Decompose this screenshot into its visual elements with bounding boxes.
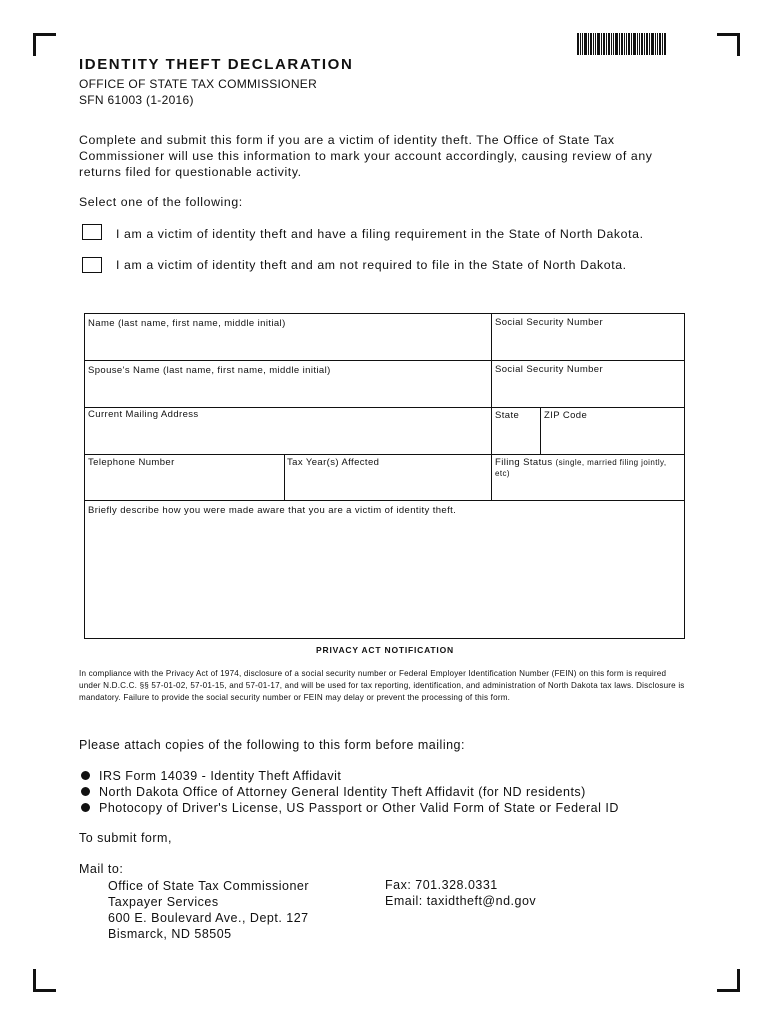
fax-number: Fax: 701.328.0331 (385, 878, 498, 892)
tax-year-label: Tax Year(s) Affected (287, 457, 380, 468)
attachment-text: North Dakota Office of Attorney General Identity Theft Affidavit (for ND residents) (99, 785, 586, 799)
address-line: Taxpayer Services (108, 895, 219, 909)
mailing-address-field[interactable] (85, 408, 490, 454)
state-label: State (495, 410, 520, 421)
tax-year-field[interactable] (285, 455, 490, 500)
option-2-checkbox[interactable] (82, 257, 102, 273)
name-label: Name (last name, first name, middle initial) (88, 318, 286, 329)
mailing-address-label: Current Mailing Address (88, 409, 199, 420)
registration-mark-bottom-left (33, 969, 56, 992)
telephone-field[interactable] (85, 455, 283, 500)
option-1-label: I am a victim of identity theft and have a filing requirement in the State of North Dakota. (116, 227, 644, 241)
list-item (79, 800, 619, 816)
telephone-label: Telephone Number (88, 457, 175, 468)
mail-to-label: Mail to: (79, 862, 124, 876)
filing-status-label (495, 457, 675, 479)
mailing-address-block (108, 878, 309, 942)
office-name: OFFICE OF STATE TAX COMMISSIONER (79, 77, 318, 91)
ssn-label: Social Security Number (495, 317, 604, 328)
email-address: Email: taxidtheft@nd.gov (385, 894, 537, 908)
list-item (79, 768, 619, 784)
intro-text: Complete and submit this form if you are a victim of identity theft. The Office of State Tax Commissioner will use this information to mark your account accordingly, causing review of any returns filed for questionable activity. (79, 133, 653, 179)
attachment-text: Photocopy of Driver's License, US Passport or Other Valid Form of State or Federal ID (99, 801, 619, 815)
privacy-body: In compliance with the Privacy Act of 1974, disclosure of a social security number or Federal Employer Identification Number (FEIN) on this form is required under N.D.C.C. §§ 57-01-02, 57-01-15, and 57-01-17, and will be used for tax reporting, identification, and administration of North Dakota tax laws. Disclosure is mandatory. Failure to provide the social security number or FEIN may delay or prevent the processing of this form. (79, 669, 685, 702)
zip-code-field[interactable] (541, 408, 684, 454)
bullet-icon (81, 803, 90, 812)
spouse-ssn-label: Social Security Number (495, 364, 604, 375)
address-line: 600 E. Boulevard Ave., Dept. 127 (108, 911, 309, 925)
zip-code-label: ZIP Code (544, 410, 588, 421)
submit-heading: To submit form, (79, 831, 172, 845)
privacy-title: PRIVACY ACT NOTIFICATION (316, 645, 454, 655)
spouse-ssn-field[interactable] (492, 361, 684, 407)
registration-mark-top-right (717, 33, 740, 56)
attachment-text: IRS Form 14039 - Identity Theft Affidavit (99, 769, 342, 783)
form-title: IDENTITY THEFT DECLARATION (79, 56, 354, 73)
bullet-icon (81, 787, 90, 796)
option-2-label: I am a victim of identity theft and am not required to file in the State of North Dakota. (116, 258, 627, 272)
description-field[interactable] (85, 501, 684, 638)
description-label: Briefly describe how you were made aware that you are a victim of identity theft. (88, 505, 457, 516)
spouse-name-field[interactable] (85, 361, 490, 407)
attachment-list (79, 768, 619, 816)
ssn-field[interactable] (492, 314, 684, 360)
taxpayer-info-form (84, 313, 685, 639)
spouse-name-label: Spouse's Name (last name, first name, middle initial) (88, 365, 331, 376)
bullet-icon (81, 771, 90, 780)
registration-mark-bottom-right (717, 969, 740, 992)
list-item (79, 784, 619, 800)
barcode (577, 33, 695, 55)
option-1-checkbox[interactable] (82, 224, 102, 240)
attach-heading: Please attach copies of the following to this form before mailing: (79, 738, 465, 752)
filing-status-label-text: Filing Status (495, 457, 553, 468)
state-field[interactable] (492, 408, 540, 454)
registration-mark-top-left (33, 33, 56, 56)
address-line: Bismarck, ND 58505 (108, 927, 232, 941)
filing-status-field[interactable] (492, 455, 684, 500)
select-prompt: Select one of the following: (79, 195, 243, 209)
form-number: SFN 61003 (1-2016) (79, 93, 194, 107)
address-line: Office of State Tax Commissioner (108, 879, 310, 893)
name-field[interactable] (85, 314, 490, 360)
filing-status-note: (single, married filing jointly, etc) (495, 458, 667, 478)
